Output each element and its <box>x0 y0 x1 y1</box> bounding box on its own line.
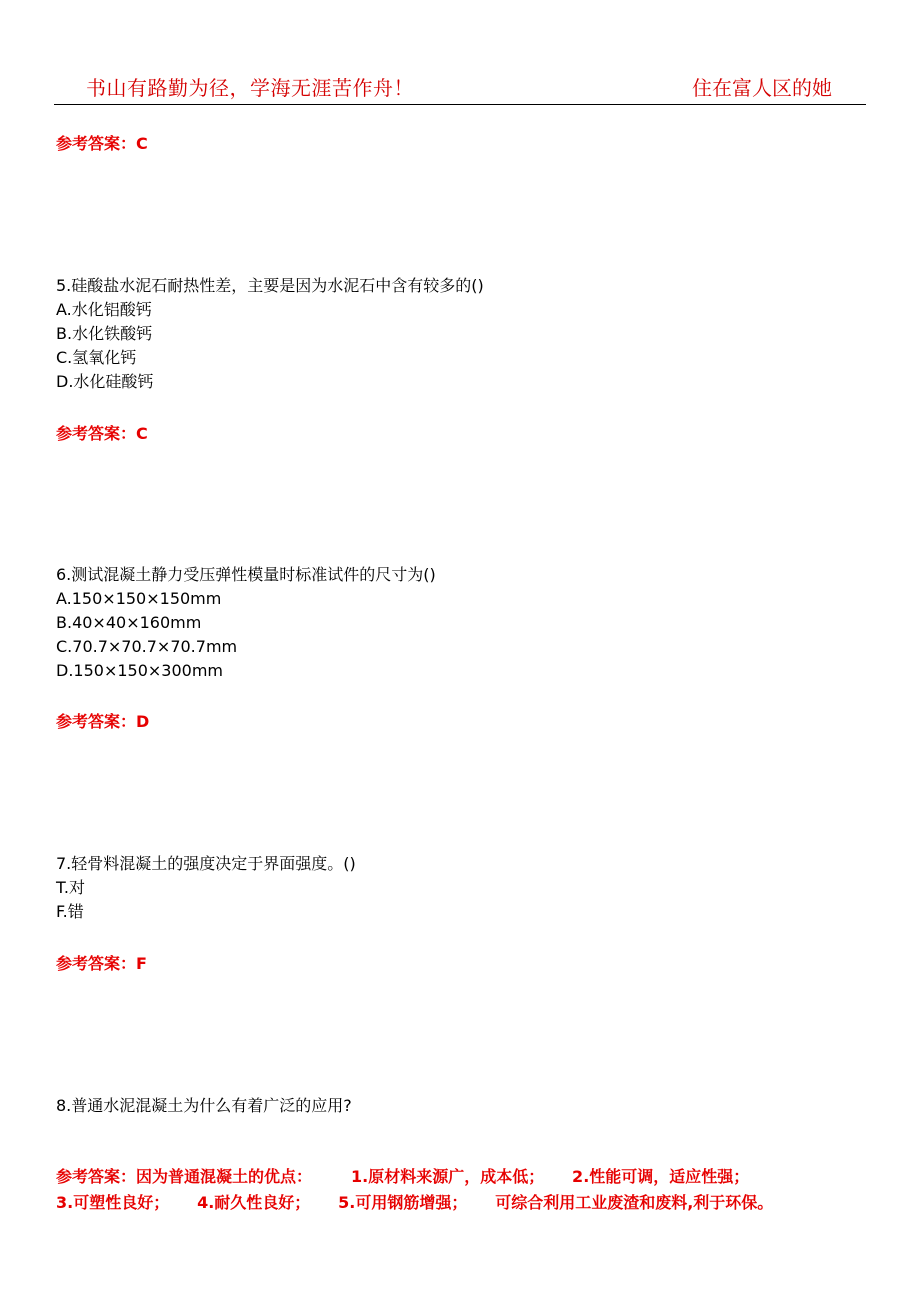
option-c: C.70.7×70.7×70.7mm <box>56 637 238 656</box>
page-header <box>54 70 866 105</box>
option-c: C.氢氧化钙 <box>56 348 137 367</box>
question-7 <box>56 852 356 924</box>
option-d: D.150×150×300mm <box>56 661 224 680</box>
option-b: B.水化铁酸钙 <box>56 324 153 343</box>
question-5 <box>56 274 484 394</box>
question-stem: 5.硅酸盐水泥石耐热性差，主要是因为水泥石中含有较多的() <box>56 276 484 295</box>
header-motto: 书山有路勤为径，学海无涯苦作舟！ <box>86 76 414 100</box>
header-author: 住在富人区的她 <box>692 76 832 100</box>
answer-q6: 参考答案：D <box>56 712 150 731</box>
option-a: A.150×150×150mm <box>56 589 222 608</box>
option-f: F.错 <box>56 902 84 921</box>
answer-q8 <box>56 1164 876 1216</box>
question-8 <box>56 1094 352 1118</box>
answer-line-2: 3.可塑性良好； 4.耐久性良好； 5.可用钢筋增强； 可综合利用工业废渣和废料,利于环保。 <box>56 1193 774 1212</box>
answer-q5: 参考答案：C <box>56 424 148 443</box>
question-6 <box>56 563 436 683</box>
option-d: D.水化硅酸钙 <box>56 372 154 391</box>
answer-line-1: 参考答案：因为普通混凝土的优点： 1.原材料来源广，成本低； 2.性能可调，适应性强； <box>56 1167 750 1186</box>
answer-q4: 参考答案：C <box>56 134 148 153</box>
option-b: B.40×40×160mm <box>56 613 202 632</box>
question-stem: 6.测试混凝土静力受压弹性模量时标准试件的尺寸为() <box>56 565 436 584</box>
answer-q7: 参考答案：F <box>56 954 147 973</box>
question-stem: 8.普通水泥混凝土为什么有着广泛的应用? <box>56 1096 352 1115</box>
question-stem: 7.轻骨料混凝土的强度决定于界面强度。() <box>56 854 356 873</box>
option-t: T.对 <box>56 878 85 897</box>
option-a: A.水化铝酸钙 <box>56 300 152 319</box>
